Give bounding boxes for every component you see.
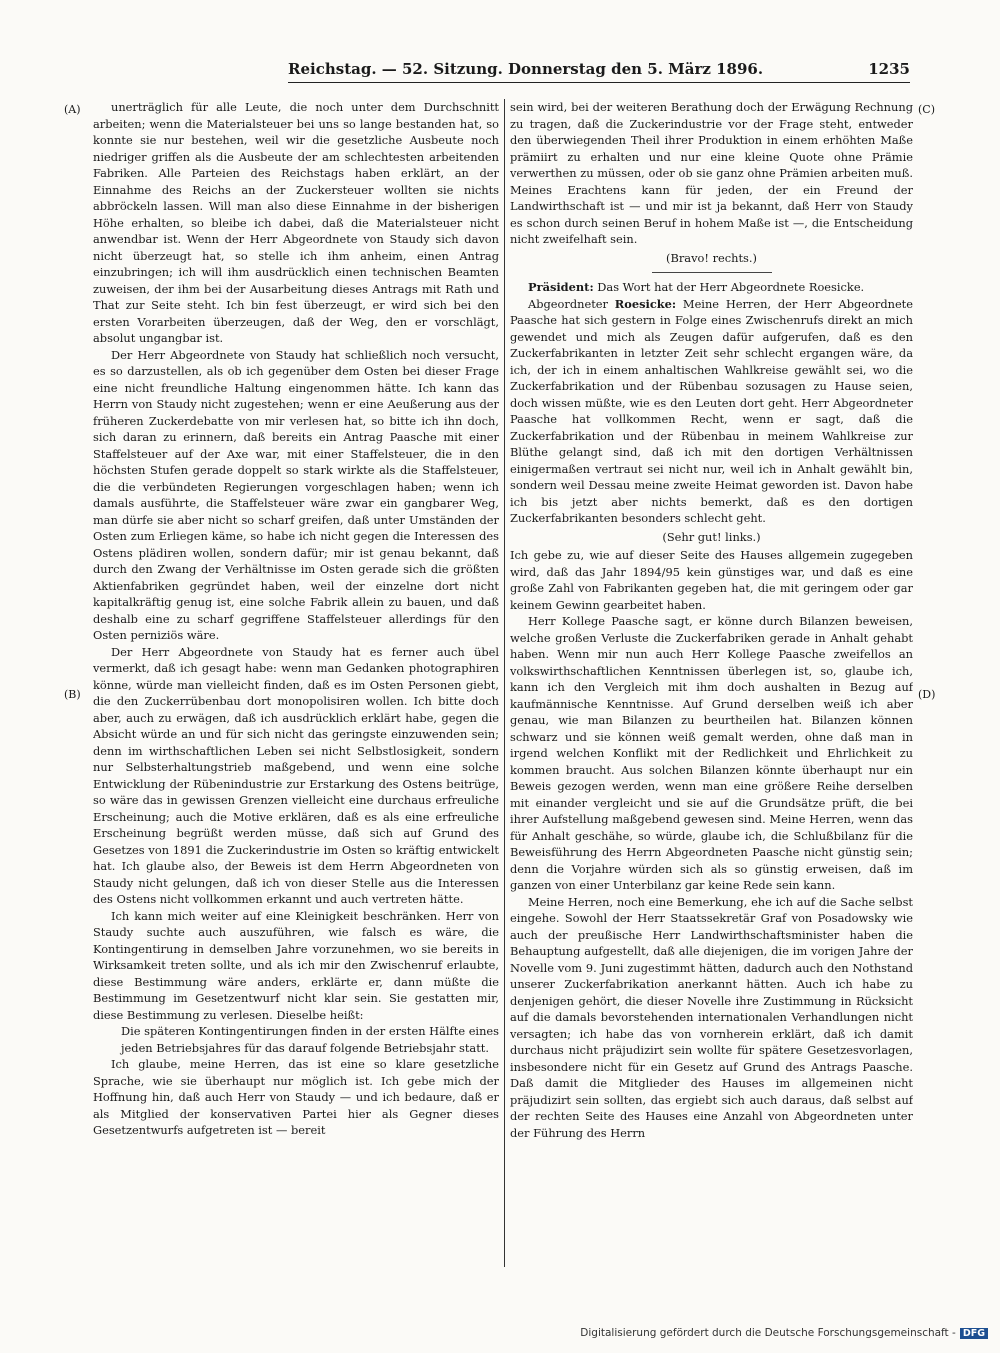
- paragraph: [93, 1056, 499, 1139]
- paragraph-text: Das Wort hat der Herr Abgeordnete Roesicke.: [593, 280, 865, 294]
- paragraph: [510, 547, 913, 613]
- paragraph: [510, 99, 913, 248]
- margin-marker-c: (C): [918, 103, 935, 116]
- paragraph-text: (Sehr gut! links.): [662, 529, 761, 544]
- margin-marker-d: (D): [918, 688, 936, 701]
- paragraph-text: Ich glaube, meine Herren, das ist eine so klare gesetzliche Sprache, wie sie überhaupt nur möglich ist. Ich gebe mich der Hoffnung hin, daß auch Herr von Staudy — und ich bedaure, daß er als Mitglied der konservativen Partei hier als Gegner dieses Gesetzentwurfs aufgetreten ist — bereit: [93, 1057, 499, 1137]
- paragraph: [510, 250, 913, 267]
- paragraph-text: Ich gebe zu, wie auf dieser Seite des Hauses allgemein zugegeben wird, daß das Jahr 1894/95 kein günstiges war, und daß es eine große Zahl von Fabrikanten gegeben hat, die mit geringem oder gar keinem Gewinn gearbeitet haben.: [510, 548, 913, 612]
- paragraph-text: Ich kann mich weiter auf eine Kleinigkeit beschränken. Herr von Staudy suchte auch auszuführen, wie falsch es wäre, die Kontingentirung in demselben Jahre vorzunehmen, wo sie bereits in Wirksamkeit treten sollte, und als ich mir den Zwischenruf erlaubte, diese Bestimmung wäre anders, erklärte er, dann müßte die Bestimmung im Gesetzentwurf nicht klar sein. Sie gestatten mir, diese Bestimmung zu verlesen. Dieselbe heißt:: [93, 908, 499, 1022]
- speaker-name: Roesicke:: [614, 296, 677, 311]
- running-header: [288, 60, 910, 83]
- paragraph-text: (Bravo! rechts.): [666, 250, 757, 265]
- paragraph: [510, 529, 913, 546]
- paragraph: [93, 908, 499, 1024]
- right-column: [510, 99, 913, 1271]
- paragraph: [121, 1023, 499, 1056]
- paragraph: [510, 613, 913, 894]
- paragraph-text: Die späteren Kontingentirungen finden in der ersten Hälfte eines jeden Betriebsjahres für das darauf folgende Betriebsjahr statt.: [121, 1024, 499, 1055]
- speaker-name: Präsident:: [528, 280, 594, 294]
- paragraph-text: Der Herr Abgeordnete von Staudy hat es ferner auch übel vermerkt, daß ich gesagt habe: wenn man Gedanken photographiren könne, würde man vielleicht finden, daß es im Osten Personen giebt, die den Zuckerrübenbau dort monopolisiren wollen. Ich bitte doch aber, auch zu erwägen, daß ich ausdrücklich erklärt habe, gegen die Absicht würde an und für sich nicht das geringste einzuwenden sein; denn im wirthschaftlichen Leben sei nicht Selbstlosigkeit, sondern nur Selbsterhaltungstrieb maßgebend, und wenn eine solche Entwicklung der Rübenindustrie zur Erstarkung des Ostens beitrüge, so wäre das in gewissen Grenzen vielleicht eine durchaus erfreuliche Erscheinung; auch die Motive erklären, daß es als eine erfreuliche Erscheinung begrüßt werden müsse, daß sich auf Grund des Gesetzes von 1891 die Zuckerindustrie im Osten so kräftig entwickelt hat. Ich glaube also, der Beweis ist dem Herrn Abgeordneten von Staudy nicht gelungen, daß ich von dieser Stelle aus die Interessen des Ostens nicht vollkommen erkannt und auch vertreten hätte.: [93, 644, 499, 906]
- paragraph: [510, 296, 913, 527]
- footer-credit: [580, 1327, 988, 1339]
- footer-text: Digitalisierung gefördert durch die Deutsche Forschungsgemeinschaft -: [580, 1327, 956, 1339]
- paragraph: [93, 347, 499, 644]
- left-column: [93, 99, 499, 1271]
- column-divider: [504, 99, 505, 1267]
- margin-marker-b: (B): [64, 688, 81, 701]
- paragraph: [510, 279, 913, 296]
- paragraph-text: Herr Kollege Paasche sagt, er könne durch Bilanzen beweisen, welche großen Verluste die Zuckerfabriken gerade in Anhalt gehabt haben. Wenn mir nun auch Herr Kollege Paasche zweifellos an volkswirthschaftlichen Kenntnissen überlegen ist, so, glaube ich, kann ich den Vergleich mit ihm doch aushalten in Bezug auf kaufmännische Kenntnisse. Auf Grund derselben weiß ich aber genau, wie man Bilanzen zu beurtheilen hat. Bilanzen können schwarz und sie können weiß gemalt werden, ohne daß man in irgend welchen Konflikt mit der Redlichkeit und Ehrlichkeit zu kommen braucht. Aus solchen Bilanzen könnte überhaupt nur ein Beweis gezogen werden, wenn man eine größere Reihe derselben mit einander vergleicht und sie auf die Grundsätze prüft, die bei ihrer Aufstellung maßgebend gewesen sind. Meine Herren, wenn das für Anhalt geschähe, so würde, glaube ich, die Schlußbilanz für die Beweisführung des Herrn Abgeordneten Paasche nicht günstig sein; denn die Vorjahre würden sich als so günstig erweisen, daß im ganzen von einer Unterbilanz gar keine Rede sein kann.: [510, 614, 913, 892]
- paragraph: [510, 894, 913, 1142]
- paragraph: [93, 99, 499, 347]
- paragraph-text: sein wird, bei der weiteren Berathung doch der Erwägung Rechnung zu tragen, daß die Zuckerindustrie vor der Frage steht, entweder den überwiegenden Theil ihrer Produktion in einem erhöhten Maße prämiirt zu erhalten und nur eine kleine Quote ohne Prämie verwerthen zu müssen, oder ob sie ganz ohne Prämien arbeiten muß. Meines Erachtens kann für jeden, der ein Freund der Landwirthschaft ist — und mir ist ja bekannt, daß Herr von Staudy es schon durch seinen Beruf in hohem Maße ist —, die Entscheidung nicht zweifelhaft sein.: [510, 100, 913, 246]
- paragraph-text: Meine Herren, der Herr Abgeordnete Paasche hat sich gestern in Folge eines Zwischenrufs direkt an mich gewendet und mich als Zeugen dafür aufgerufen, daß es den Zuckerfabrikanten in letzter Zeit sehr schlecht ergangen wäre, da ich, der ich in einem anhaltischen Wahlkreise gewählt sei, wo die Zuckerfabrikation und der Rübenbau sozusagen zu Hause seien, doch wissen müßte, wie es den Leuten dort geht. Herr Abgeordneter Paasche hat vollkommen Recht, wenn er sagt, daß die Zuckerfabrikation und der Rübenbau in meinem Wahlkreise zur Blüthe gelangt sind, daß ich mit den dortigen Verhältnissen einigermaßen vertraut sei nicht nur, weil ich in Anhalt gewählt bin, sondern weil Dessau meine zweite Heimat geworden ist. Davon habe ich bis jetzt aber nichts bemerkt, daß es den dortigen Zuckerfabrikanten besonders schlecht geht.: [510, 296, 913, 525]
- dfg-logo: DFG: [960, 1328, 988, 1339]
- running-head: Reichstag. — 52. Sitzung. Donnerstag den 5. März 1896.: [288, 60, 764, 78]
- paragraph-text: unerträglich für alle Leute, die noch unter dem Durchschnitt arbeiten; wenn die Materialsteuer bei uns so lange bestanden hat, so konnte sie nur bestehen, weil wir die gesetzliche Ausbeute noch niedriger griffen als die Ausbeute der am schlechtesten arbeitenden Fabriken. Alle Parteien des Reichstags haben erklärt, an der Einnahme des Reichs an der Zuckersteuer wollten sie nichts abbröckeln lassen. Will man also diese Einnahme in der bisherigen Höhe erhalten, so bleibe ich dabei, daß die Materialsteuer nicht anwendbar ist. Wenn der Herr Abgeordnete von Staudy sich davon nicht überzeugt hat, so stelle ich ihm anheim, einen Antrag einzubringen; ich will ihm ausdrücklich einen technischen Beamten zuweisen, der ihm bei der Ausarbeitung dieses Antrags mit Rath und That zur Seite steht. Ich bin fest überzeugt, er wird sich bei den ersten Vorarbeiten überzeugen, daß der Weg, den er vorschlägt, absolut ungangbar ist.: [93, 100, 499, 345]
- section-rule: [652, 272, 772, 273]
- margin-marker-a: (A): [64, 103, 81, 116]
- speaker-prefix: Abgeordneter: [528, 296, 615, 311]
- page-number: 1235: [868, 60, 910, 78]
- paragraph: [93, 644, 499, 908]
- paragraph-text: Der Herr Abgeordnete von Staudy hat schließlich noch versucht, es so darzustellen, als ob ich gegenüber dem Osten bei dieser Frage eine nicht freundliche Haltung eingenommen hätte. Ich kann das Herrn von Staudy nicht zugestehen; wenn er eine Aeußerung aus der früheren Zuckerdebatte von mir verlesen hat, so bitte ich ihn doch, sich daran zu erinnern, daß bereits ein Antrag Paasche mit einer Staffelsteuer auf der Axe war, mit einer Staffelsteuer, die in den höchsten Stufen gerade doppelt so stark wirkte als die Staffelsteuer, die die verbündeten Regierungen vorgeschlagen haben; wenn ich damals ausführte, die Staffelsteuer wäre zwar ein gangbarer Weg, man dürfe sie aber nicht so scharf greifen, daß unter Umständen der Osten zum Erliegen käme, so habe ich nicht gegen die Interessen des Ostens plädiren wollen, sondern dafür; mir ist genau bekannt, daß durch den Zwang der Verhältnisse im Osten gerade sich die größten Aktienfabriken gegründet haben, weil der einzelne dort nicht kapitalkräftig genug ist, eine solche Fabrik allein zu bauen, und daß deshalb eine zu scharf gegriffene Staffelsteuer allerdings für den Osten perniziös wäre.: [93, 347, 499, 642]
- paragraph-text: Meine Herren, noch eine Bemerkung, ehe ich auf die Sache selbst eingehe. Sowohl der Herr Staatssekretär Graf von Posadowsky wie auch der preußische Herr Landwirthschaftsminister haben die Behauptung aufgestellt, daß alle diejenigen, die im vorigen Jahre der Novelle vom 9. Juni zugestimmt hätten, dadurch auch den Nothstand unserer Zuckerfabrikation anerkannt hätten. Auch ich habe zu denjenigen gehört, die dieser Novelle ihre Zustimmung in Rücksicht auf die damals bevorstehenden internationalen Verhandlungen nicht versagten; ich habe das von vornherein erklärt, daß ich damit durchaus nicht präjudizirt sein wollte für spätere Gesetzesvorlagen, insbesondere nicht für ein Gesetz auf Grund des Antrags Paasche. Daß damit die Mitglieder des Hauses im allgemeinen nicht präjudizirt sein sollten, das ergiebt sich auch daraus, daß selbst auf der rechten Seite des Hauses eine Anzahl von Abgeordneten unter der Führung des Herrn: [510, 894, 913, 1140]
